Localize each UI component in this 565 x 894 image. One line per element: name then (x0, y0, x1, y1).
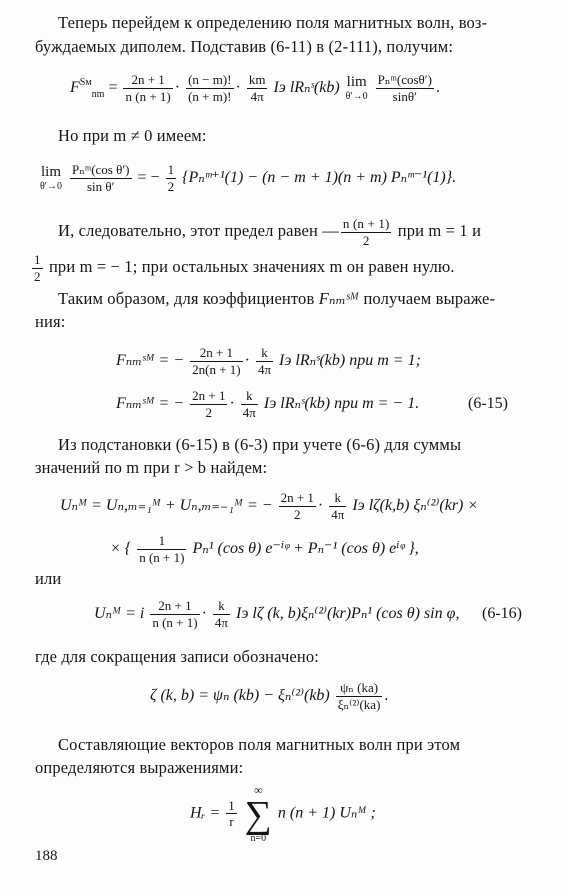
limit-word: lim (346, 74, 367, 91)
paragraph-line: Но при m ≠ 0 имеем: (58, 126, 207, 145)
denominator: ξₙ⁽²⁾(ka) (337, 696, 381, 712)
eq3-fraction-2 (256, 345, 273, 378)
equation-5: Uₙᴹ = Uₙ,ₘ₌₁ᴹ + Uₙ,ₘ₌₋₁ᴹ = − $\frac{2n + 1}{2}$ · $\frac{k}{4\pi}$ Iэ lζ(k,b) ξₙ⁽²⁾(kr) × (60, 490, 479, 522)
limit-word: lim (40, 164, 61, 181)
equation-6 (110, 533, 419, 566)
paragraph-line: Из подстановки (6-15) в (6-3) при учете (6-6) для суммы (58, 435, 462, 454)
eq8-fraction (336, 680, 383, 713)
p3-half (32, 252, 43, 285)
numerator: ψₙ (ka) (336, 680, 383, 697)
eq4-rhs: Iэ lRₙˢ(kb) при m = − 1. (263, 395, 420, 413)
eq1-limit (346, 74, 368, 103)
eq1-tail: . (435, 79, 440, 97)
eq9-fraction (226, 798, 237, 831)
eq1-middle: Iэ lRₙˢ(kb) (273, 79, 340, 97)
numerator: k (241, 388, 258, 405)
denominator: (n + m)! (188, 88, 232, 104)
eq2-rhs: {Pₙᵐ⁺¹(1) − (n − m + 1)(n + m) Pₙᵐ⁻¹(1)}. (182, 169, 457, 187)
summation-sign: ∑ (244, 794, 272, 836)
numerator: 2n + 1 (280, 490, 314, 505)
paragraph-line: где для сокращения записи обозначено: (35, 647, 320, 666)
denominator: r (229, 814, 234, 830)
page-number: 188 (35, 848, 58, 864)
eq1-lhs-sup: Sм (79, 77, 92, 89)
equation-3: Fₙₘˢᴹ = − $\frac{2n + 1}{2n(n + 1)}$ · $\frac{k}{4\pi}$ Iэ lRₙˢ(kb) при m = 1; (116, 345, 421, 377)
denominator: 4π (331, 506, 345, 522)
eq3-rhs: Iэ lRₙˢ(kb) при m = 1; (279, 352, 421, 370)
eq7-lhs: Uₙᴹ = i (94, 605, 145, 623)
equation-9 (190, 784, 376, 844)
eq4-lhs: Fₙₘˢᴹ = − (116, 395, 185, 413)
denominator: sinθ′ (392, 88, 417, 104)
paragraph-line: или (35, 569, 62, 588)
text-fragment: Таким образом, для коэффициентов (58, 289, 315, 308)
numerator: n (n + 1) (342, 216, 390, 231)
eq7-fraction-2 (213, 598, 230, 631)
numerator: Pₙᵐ(cosθ′) (377, 72, 432, 87)
p3-fraction (341, 216, 392, 249)
eq7-fraction-1 (150, 598, 199, 631)
limit-sub: θ′→0 (40, 181, 62, 193)
numerator: 1 (228, 797, 235, 813)
numerator: k (329, 490, 346, 507)
denominator: 4π (250, 88, 264, 104)
denominator: 2 (167, 178, 175, 194)
eq5-fraction-2 (329, 490, 346, 523)
eq6-rhs: Pₙ¹ (cos θ) e⁻ⁱᵠ + Pₙ⁻¹ (cos θ) eⁱᵠ }, (192, 540, 419, 558)
eq5-lhs: Uₙᴹ = Uₙ,ₘ₌₁ᴹ + Uₙ,ₘ₌₋₁ᴹ = − (60, 497, 273, 515)
eq3-fraction-1 (190, 345, 243, 378)
denominator: n (n + 1) (139, 549, 185, 565)
denominator: 2n(n + 1) (192, 361, 241, 377)
numerator: 2n + 1 (190, 345, 243, 362)
equals-sign: = (108, 79, 118, 97)
eq9-lhs: Hᵣ = (190, 804, 221, 822)
numerator: (n − m)! (188, 72, 232, 87)
eq1-lhs-sub: nm (91, 89, 105, 101)
eq2-half (166, 162, 177, 195)
denominator: 2 (34, 268, 41, 284)
numerator: Pₙᵐ(cos θ′) (71, 162, 130, 177)
eq2-equals: = − (137, 169, 160, 187)
paragraph-line: буждаемых диполем. Подставив (6-11) в (2-111), получим: (35, 37, 454, 56)
eq8-lhs: ζ (k, b) = ψₙ (kb) − ξₙ⁽²⁾(kb) (150, 687, 330, 705)
equation-tag: (6-16) (482, 605, 522, 622)
eq6-fraction (137, 533, 186, 566)
text-fragment: при m = 1 и (397, 221, 482, 241)
eq6-lhs: × { (110, 540, 132, 558)
eq1-lhs: F (70, 79, 80, 97)
denominator: n (n + 1) (152, 614, 198, 630)
denominator: 4π (214, 614, 228, 630)
paragraph-line: ния: (35, 312, 66, 331)
eq9-rhs: n (n + 1) Uₙᴹ ; (277, 804, 376, 822)
eq7-rhs: Iэ lζ (k, b)ξₙ⁽²⁾(kr)Pₙ¹ (cos θ) sin φ, (236, 605, 460, 623)
eq8-tail: . (384, 687, 389, 705)
eq9-summation (245, 784, 272, 844)
text-fragment: получаем выраже- (363, 289, 496, 308)
equation-2 (38, 162, 456, 195)
eq5-rhs: Iэ lζ(k,b) ξₙ⁽²⁾(kr) × (352, 497, 479, 515)
denominator: 2 (362, 232, 370, 248)
numerator: 2n + 1 (192, 388, 226, 403)
paragraph-line: Теперь перейдем к определению поля магнитных волн, воз- (58, 13, 488, 32)
eq1-fraction-3 (247, 72, 268, 105)
paragraph-line: определяются выражениями: (35, 758, 244, 777)
text-fragment: при m = − 1; при остальных значениях m он равен нулю. (48, 257, 455, 277)
paragraph-line: И, следовательно, этот предел равен — $\frac{n (n + 1)}{2}$ при m = 1 и (58, 216, 482, 248)
eq3-lhs: Fₙₘˢᴹ = − (116, 352, 185, 370)
paragraph-line: значений по m при r > b найдем: (35, 458, 268, 477)
eq4-fraction-2 (241, 388, 258, 421)
eq1-fraction-1 (123, 72, 172, 105)
eq4-fraction-1 (190, 388, 227, 421)
numerator: 2n + 1 (150, 598, 199, 615)
sum-upper-limit: ∞ (254, 783, 263, 797)
denominator: 2 (294, 506, 301, 522)
equation-7: Uₙᴹ = i $\frac{2n + 1}{n (n + 1)}$ · $\frac{k}{4\pi}$ Iэ lζ (k, b)ξₙ⁽²⁾(kr)Pₙ¹ (cos θ) sin φ, (94, 598, 460, 630)
equation-1: $F^{Sм}_{nm}$ = $\frac{2n + 1}{n (n + 1)}$ · $\frac{(n - m)!}{(n + m)!}$ · $\frac{km}{4\pi}$ Iэ lRₙˢ(kb) lim θ′→0 $\frac{\text{Pₙᵐ(cosθ′)}}{\sin\theta'}$ . (70, 72, 440, 104)
numerator: km (248, 72, 266, 87)
limit-sub: θ′→0 (345, 91, 368, 103)
eq5-fraction-1 (279, 490, 316, 523)
numerator: 1 (167, 162, 175, 177)
denominator: 4π (242, 404, 256, 420)
numerator: k (256, 345, 273, 362)
numerator: 1 (34, 252, 41, 267)
denominator: 4π (257, 361, 272, 377)
numerator: 2n + 1 (123, 72, 172, 89)
equation-tag: (6-15) (468, 395, 508, 412)
eq2-limit (40, 164, 62, 193)
numerator: k (213, 598, 230, 615)
equation-4: Fₙₘˢᴹ = − $\frac{2n + 1}{2}$ · $\frac{k}{4\pi}$ Iэ lRₙˢ(kb) при m = − 1. (116, 388, 420, 420)
paragraph-line (58, 290, 495, 309)
text-fragment: И, следовательно, этот предел равен (58, 221, 318, 241)
numerator: 1 (137, 533, 186, 550)
eq1-fraction-4 (376, 72, 434, 105)
eq1-fraction-2 (186, 72, 233, 105)
denominator: sin θ′ (87, 178, 115, 194)
paragraph-line: Составляющие векторов поля магнитных волн при этом (58, 735, 461, 754)
eq2-fraction (70, 162, 132, 195)
denominator: n (n + 1) (125, 88, 171, 104)
inline-symbol: Fₙₘˢᴹ (318, 289, 360, 308)
denominator: 2 (205, 404, 213, 420)
sum-lower-limit: n=0 (250, 833, 267, 844)
equation-8 (150, 680, 388, 713)
paragraph-line (30, 252, 455, 285)
